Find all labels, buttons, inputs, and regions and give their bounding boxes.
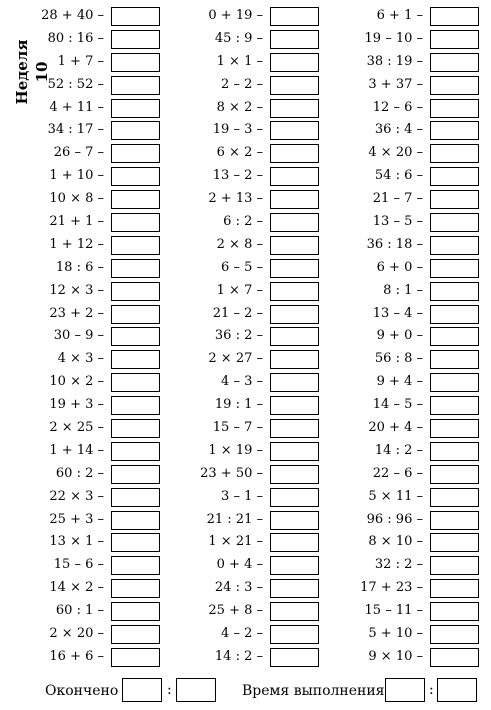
exercise-expression: 3 – 1 – (221, 488, 263, 504)
answer-box[interactable] (270, 442, 319, 461)
exercise-expression: 5 × 11 – (368, 488, 423, 504)
time-hours-input[interactable] (385, 678, 425, 702)
answer-box[interactable] (430, 579, 479, 598)
exercise-row (325, 464, 479, 487)
exercise-expression: 96 : 96 – (366, 511, 423, 527)
exercise-expression: 4 – 3 – (221, 374, 263, 390)
answer-box[interactable] (111, 305, 160, 324)
answer-box[interactable] (270, 373, 319, 392)
exercise-row (10, 510, 160, 533)
exercise-row (325, 189, 479, 212)
exercise-row (10, 487, 160, 510)
exercise-expression: 9 + 4 – (376, 374, 423, 390)
answer-box[interactable] (430, 53, 479, 72)
exercise-expression: 6 + 0 – (376, 259, 423, 275)
exercise-row (170, 189, 319, 212)
exercise-expression: 4 × 20 – (368, 145, 423, 161)
exercise-row (170, 258, 319, 281)
answer-box[interactable] (430, 556, 479, 575)
week-label: Неделя 10 (13, 39, 51, 105)
exercise-expression: 4 × 3 – (57, 351, 104, 367)
exercise-expression: 17 + 23 – (360, 580, 423, 596)
exercise-expression: 1 × 21 – (208, 534, 263, 550)
answer-box[interactable] (111, 190, 160, 209)
exercise-row (10, 166, 160, 189)
exercise-expression: 36 : 18 – (366, 236, 423, 252)
answer-box[interactable] (430, 533, 479, 552)
answer-box[interactable] (270, 236, 319, 255)
exercise-row (325, 143, 479, 166)
exercise-row (325, 326, 479, 349)
answer-box[interactable] (270, 282, 319, 301)
time-separator: : (429, 682, 434, 698)
answer-box[interactable] (270, 648, 319, 667)
exercise-expression: 15 – 11 – (364, 603, 423, 619)
exercise-expression: 13 × 1 – (49, 534, 104, 550)
column-3 (325, 6, 479, 670)
answer-box[interactable] (430, 327, 479, 346)
exercise-row (170, 464, 319, 487)
answer-box[interactable] (430, 213, 479, 232)
exercise-expression: 21 : 21 – (206, 511, 263, 527)
answer-box[interactable] (430, 7, 479, 26)
exercise-row (170, 29, 319, 52)
answer-box[interactable] (111, 282, 160, 301)
exercise-expression: 6 : 2 – (223, 214, 263, 230)
exercise-row (325, 418, 479, 441)
answer-box[interactable] (430, 305, 479, 324)
exercise-expression: 25 + 8 – (208, 603, 263, 619)
exercise-expression: 14 – 5 – (372, 397, 423, 413)
exercise-expression: 6 – 5 – (221, 259, 263, 275)
exercise-row (170, 510, 319, 533)
answer-box[interactable] (111, 350, 160, 369)
answer-box[interactable] (270, 579, 319, 598)
exercise-expression: 23 + 50 – (200, 465, 263, 481)
answer-box[interactable] (111, 259, 160, 278)
exercise-expression: 8 × 10 – (368, 534, 423, 550)
answer-box[interactable] (111, 373, 160, 392)
exercise-row (325, 29, 479, 52)
exercise-row (170, 326, 319, 349)
exercise-expression: 12 – 6 – (372, 99, 423, 115)
exercise-expression: 2 – 2 – (221, 76, 263, 92)
exercise-row (170, 52, 319, 75)
answer-box[interactable] (111, 533, 160, 552)
exercise-row (170, 166, 319, 189)
footer (0, 678, 491, 704)
exercise-row (10, 235, 160, 258)
exercise-expression: 4 – 2 – (221, 626, 263, 642)
answer-box[interactable] (270, 213, 319, 232)
exercise-row (170, 555, 319, 578)
column-2 (170, 6, 319, 670)
answer-box[interactable] (430, 99, 479, 118)
exercise-row (325, 510, 479, 533)
exercise-row (325, 120, 479, 143)
exercise-expression: 1 + 10 – (49, 168, 104, 184)
exercise-row (325, 578, 479, 601)
exercise-row (10, 304, 160, 327)
answer-box[interactable] (430, 625, 479, 644)
exercise-expression: 14 × 2 – (49, 580, 104, 596)
exercise-expression: 0 + 4 – (216, 557, 263, 573)
exercise-row (10, 349, 160, 372)
exercise-expression: 9 + 0 – (376, 328, 423, 344)
exercise-row (170, 349, 319, 372)
answer-box[interactable] (111, 625, 160, 644)
exercise-expression: 13 – 5 – (372, 214, 423, 230)
answer-box[interactable] (430, 76, 479, 95)
exercise-expression: 5 + 10 – (368, 626, 423, 642)
answer-box[interactable] (270, 533, 319, 552)
exercise-expression: 6 + 1 – (376, 8, 423, 23)
exercise-row (170, 75, 319, 98)
exercise-row (10, 555, 160, 578)
exercise-expression: 10 × 8 – (49, 191, 104, 207)
exercise-expression: 25 + 3 – (49, 511, 104, 527)
exercise-row (325, 304, 479, 327)
exercise-expression: 18 : 6 – (55, 259, 104, 275)
exercise-row (325, 624, 479, 647)
exercise-row (170, 235, 319, 258)
exercise-row (170, 304, 319, 327)
exercise-expression: 6 × 2 – (216, 145, 263, 161)
answer-box[interactable] (111, 213, 160, 232)
exercise-expression: 8 × 2 – (216, 99, 263, 115)
exercise-expression: 28 + 40 – (41, 8, 104, 23)
exercise-expression: 2 × 25 – (49, 420, 104, 436)
exercise-row (10, 258, 160, 281)
answer-box[interactable] (270, 121, 319, 140)
exercise-expression: 1 + 7 – (57, 53, 104, 69)
answer-box[interactable] (270, 144, 319, 163)
exercise-expression: 8 : 1 – (383, 282, 423, 298)
exercise-expression: 4 + 11 – (49, 99, 104, 115)
exercise-expression: 2 + 13 – (208, 191, 263, 207)
answer-box[interactable] (111, 76, 160, 95)
exercise-expression: 24 : 3 – (214, 580, 263, 596)
exercise-expression: 23 + 2 – (49, 305, 104, 321)
exercise-row (10, 532, 160, 555)
exercise-expression: 1 × 7 – (216, 282, 263, 298)
exercise-expression: 2 × 8 – (216, 236, 263, 252)
exercise-row (10, 212, 160, 235)
answer-box[interactable] (270, 305, 319, 324)
exercise-row (325, 166, 479, 189)
exercise-row (325, 372, 479, 395)
exercise-row (170, 395, 319, 418)
exercise-row (325, 258, 479, 281)
exercise-row (10, 143, 160, 166)
exercise-row (325, 395, 479, 418)
answer-box[interactable] (430, 396, 479, 415)
exercise-row (10, 189, 160, 212)
exercise-row (10, 326, 160, 349)
answer-box[interactable] (270, 419, 319, 438)
exercise-row (10, 29, 160, 52)
exercise-expression: 36 : 2 – (214, 328, 263, 344)
exercise-row (325, 212, 479, 235)
exercise-expression: 34 : 17 – (47, 122, 104, 138)
answer-box[interactable] (111, 419, 160, 438)
exercise-expression: 19 – 10 – (364, 30, 423, 46)
answer-box[interactable] (270, 30, 319, 49)
exercise-expression: 1 + 12 – (49, 236, 104, 252)
exercise-row (325, 532, 479, 555)
answer-box[interactable] (430, 282, 479, 301)
exercise-expression: 22 × 3 – (49, 488, 104, 504)
exercise-expression: 45 : 9 – (214, 30, 263, 46)
exercise-row (325, 98, 479, 121)
answer-box[interactable] (430, 30, 479, 49)
exercise-row (325, 555, 479, 578)
answer-box[interactable] (270, 7, 319, 26)
exercise-row (170, 578, 319, 601)
exercise-expression: 19 – 3 – (212, 122, 263, 138)
exercise-expression: 20 + 4 – (368, 420, 423, 436)
answer-box[interactable] (270, 511, 319, 530)
answer-box[interactable] (270, 350, 319, 369)
answer-box[interactable] (270, 99, 319, 118)
answer-box[interactable] (111, 53, 160, 72)
exercise-row (325, 349, 479, 372)
exercise-expression: 36 : 4 – (374, 122, 423, 138)
answer-box[interactable] (111, 236, 160, 255)
exercise-row (170, 143, 319, 166)
exercise-row (10, 75, 160, 98)
answer-box[interactable] (111, 465, 160, 484)
exercise-row (325, 235, 479, 258)
answer-box[interactable] (111, 579, 160, 598)
exercise-expression: 38 : 19 – (366, 53, 423, 69)
exercise-row (10, 98, 160, 121)
answer-box[interactable] (270, 190, 319, 209)
exercise-expression: 1 × 19 – (208, 442, 263, 458)
exercise-expression: 13 – 4 – (372, 305, 423, 321)
time-label: Время выполнения (242, 683, 385, 699)
answer-box[interactable] (430, 602, 479, 621)
exercise-expression: 60 : 1 – (55, 603, 104, 619)
answer-box[interactable] (270, 556, 319, 575)
exercise-row (10, 418, 160, 441)
answer-box[interactable] (430, 373, 479, 392)
answer-box[interactable] (111, 121, 160, 140)
exercise-row (170, 624, 319, 647)
exercise-row (170, 647, 319, 670)
exercise-row (170, 601, 319, 624)
exercise-row (10, 120, 160, 143)
finished-label: Окончено (45, 683, 119, 699)
answer-box[interactable] (430, 648, 479, 667)
exercise-row (325, 52, 479, 75)
exercise-row (170, 418, 319, 441)
exercise-row (10, 395, 160, 418)
exercise-row (325, 441, 479, 464)
exercise-row (325, 647, 479, 670)
exercise-row (10, 52, 160, 75)
exercise-expression: 52 : 52 – (47, 76, 104, 92)
exercise-expression: 12 × 3 – (49, 282, 104, 298)
exercise-expression: 15 – 7 – (212, 420, 263, 436)
exercise-expression: 3 + 37 – (368, 76, 423, 92)
exercise-row (10, 624, 160, 647)
answer-box[interactable] (270, 465, 319, 484)
answer-box[interactable] (430, 190, 479, 209)
answer-box[interactable] (430, 419, 479, 438)
exercise-expression: 0 + 19 – (208, 8, 263, 23)
answer-box[interactable] (270, 625, 319, 644)
answer-box[interactable] (111, 144, 160, 163)
exercise-row (170, 532, 319, 555)
answer-box[interactable] (111, 488, 160, 507)
exercise-row (170, 441, 319, 464)
exercise-expression: 2 × 27 – (208, 351, 263, 367)
answer-box[interactable] (430, 144, 479, 163)
exercise-row (10, 6, 160, 29)
answer-box[interactable] (111, 99, 160, 118)
exercise-row (325, 6, 479, 29)
exercise-row (10, 578, 160, 601)
finished-separator: : (167, 682, 172, 698)
exercise-expression: 60 : 2 – (55, 465, 104, 481)
exercise-expression: 13 – 2 – (212, 168, 263, 184)
exercise-row (10, 464, 160, 487)
answer-box[interactable] (270, 602, 319, 621)
exercise-expression: 1 + 14 – (49, 442, 104, 458)
exercise-row (170, 487, 319, 510)
exercise-expression: 2 × 20 – (49, 626, 104, 642)
exercise-expression: 30 – 9 – (53, 328, 104, 344)
answer-box[interactable] (270, 327, 319, 346)
exercise-expression: 22 – 6 – (372, 465, 423, 481)
answer-box[interactable] (270, 76, 319, 95)
exercise-expression: 21 + 1 – (49, 214, 104, 230)
answer-box[interactable] (430, 167, 479, 186)
answer-box[interactable] (111, 648, 160, 667)
exercise-expression: 26 – 7 – (53, 145, 104, 161)
exercise-row (170, 98, 319, 121)
exercise-row (10, 372, 160, 395)
exercise-row (170, 372, 319, 395)
answer-box[interactable] (111, 167, 160, 186)
answer-box[interactable] (111, 30, 160, 49)
answer-box[interactable] (430, 488, 479, 507)
answer-box[interactable] (270, 167, 319, 186)
answer-box[interactable] (430, 350, 479, 369)
answer-box[interactable] (430, 442, 479, 461)
exercise-expression: 19 + 3 – (49, 397, 104, 413)
exercise-row (325, 487, 479, 510)
answer-box[interactable] (270, 396, 319, 415)
answer-box[interactable] (430, 511, 479, 530)
finished-hours-input[interactable] (122, 678, 162, 702)
exercise-expression: 56 : 8 – (374, 351, 423, 367)
exercise-expression: 1 × 1 – (216, 53, 263, 69)
exercise-row (170, 120, 319, 143)
answer-box[interactable] (111, 7, 160, 26)
exercise-expression: 10 × 2 – (49, 374, 104, 390)
answer-box[interactable] (270, 488, 319, 507)
exercise-expression: 14 : 2 – (374, 442, 423, 458)
exercise-row (170, 6, 319, 29)
answer-box[interactable] (111, 396, 160, 415)
column-1 (10, 6, 160, 670)
exercise-row (10, 647, 160, 670)
exercise-expression: 16 + 6 – (49, 648, 104, 664)
answer-box[interactable] (111, 442, 160, 461)
time-minutes-input[interactable] (437, 678, 477, 702)
exercise-expression: 15 – 6 – (53, 557, 104, 573)
answer-box[interactable] (430, 121, 479, 140)
answer-box[interactable] (111, 327, 160, 346)
exercise-expression: 32 : 2 – (374, 557, 423, 573)
exercise-row (10, 281, 160, 304)
exercise-row (10, 441, 160, 464)
answer-box[interactable] (430, 236, 479, 255)
answer-box[interactable] (111, 511, 160, 530)
exercise-expression: 21 – 7 – (372, 191, 423, 207)
answer-box[interactable] (270, 53, 319, 72)
finished-minutes-input[interactable] (176, 678, 216, 702)
exercise-expression: 80 : 16 – (47, 30, 104, 46)
exercise-expression: 14 : 2 – (214, 648, 263, 664)
exercise-expression: 9 × 10 – (368, 648, 423, 664)
exercise-expression: 19 : 1 – (214, 397, 263, 413)
answer-box[interactable] (111, 602, 160, 621)
exercise-expression: 21 – 2 – (212, 305, 263, 321)
answer-box[interactable] (270, 259, 319, 278)
exercise-row (170, 281, 319, 304)
exercise-expression: 54 : 6 – (374, 168, 423, 184)
exercise-row (325, 281, 479, 304)
answer-box[interactable] (430, 259, 479, 278)
exercise-row (170, 212, 319, 235)
answer-box[interactable] (111, 556, 160, 575)
answer-box[interactable] (430, 465, 479, 484)
exercise-row (10, 601, 160, 624)
exercise-row (325, 75, 479, 98)
exercise-row (325, 601, 479, 624)
